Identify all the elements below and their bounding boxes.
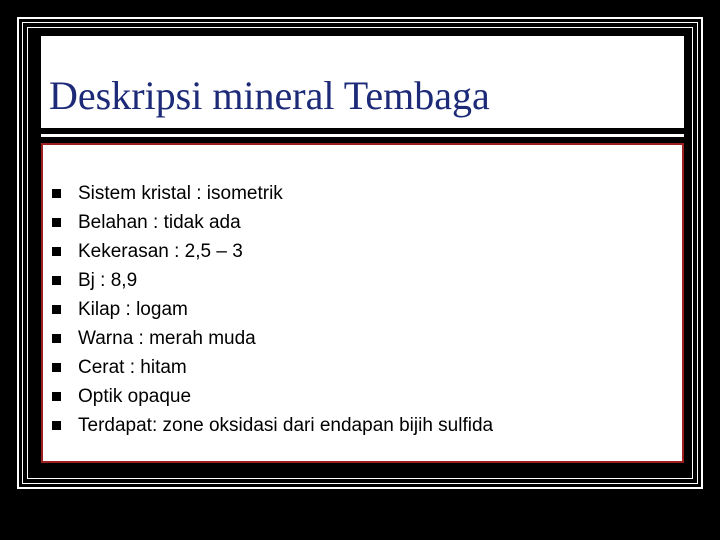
title-panel [41, 36, 684, 128]
bullet-text: Bj : 8,9 [78, 270, 138, 291]
title-divider [41, 134, 684, 137]
bullet-item [43, 266, 682, 295]
slide-title: Deskripsi mineral Tembaga [49, 73, 490, 118]
bullet-text: Cerat : hitam [78, 357, 187, 378]
bullet-list [43, 179, 682, 440]
bullet-item [43, 295, 682, 324]
bullet-text: Kekerasan : 2,5 – 3 [78, 241, 243, 262]
bullet-item [43, 324, 682, 353]
bullet-item [43, 382, 682, 411]
bullet-item [43, 208, 682, 237]
square-bullet-icon [52, 392, 61, 401]
square-bullet-icon [52, 305, 61, 314]
bullet-text: Belahan : tidak ada [78, 212, 241, 233]
bullet-item [43, 179, 682, 208]
square-bullet-icon [52, 276, 61, 285]
square-bullet-icon [52, 363, 61, 372]
square-bullet-icon [52, 334, 61, 343]
bullet-item [43, 237, 682, 266]
bullet-text: Kilap : logam [78, 299, 188, 320]
square-bullet-icon [52, 421, 61, 430]
bullet-text: Optik opaque [78, 386, 192, 407]
square-bullet-icon [52, 189, 61, 198]
bullet-item [43, 353, 682, 382]
square-bullet-icon [52, 218, 61, 227]
content-panel [41, 143, 684, 463]
square-bullet-icon [52, 247, 61, 256]
bullet-item [43, 411, 682, 440]
bullet-text: Warna : merah muda [78, 328, 256, 349]
bullet-text: Terdapat: zone oksidasi dari endapan bijih sulfida [78, 415, 494, 436]
bullet-text: Sistem kristal : isometrik [78, 183, 283, 204]
